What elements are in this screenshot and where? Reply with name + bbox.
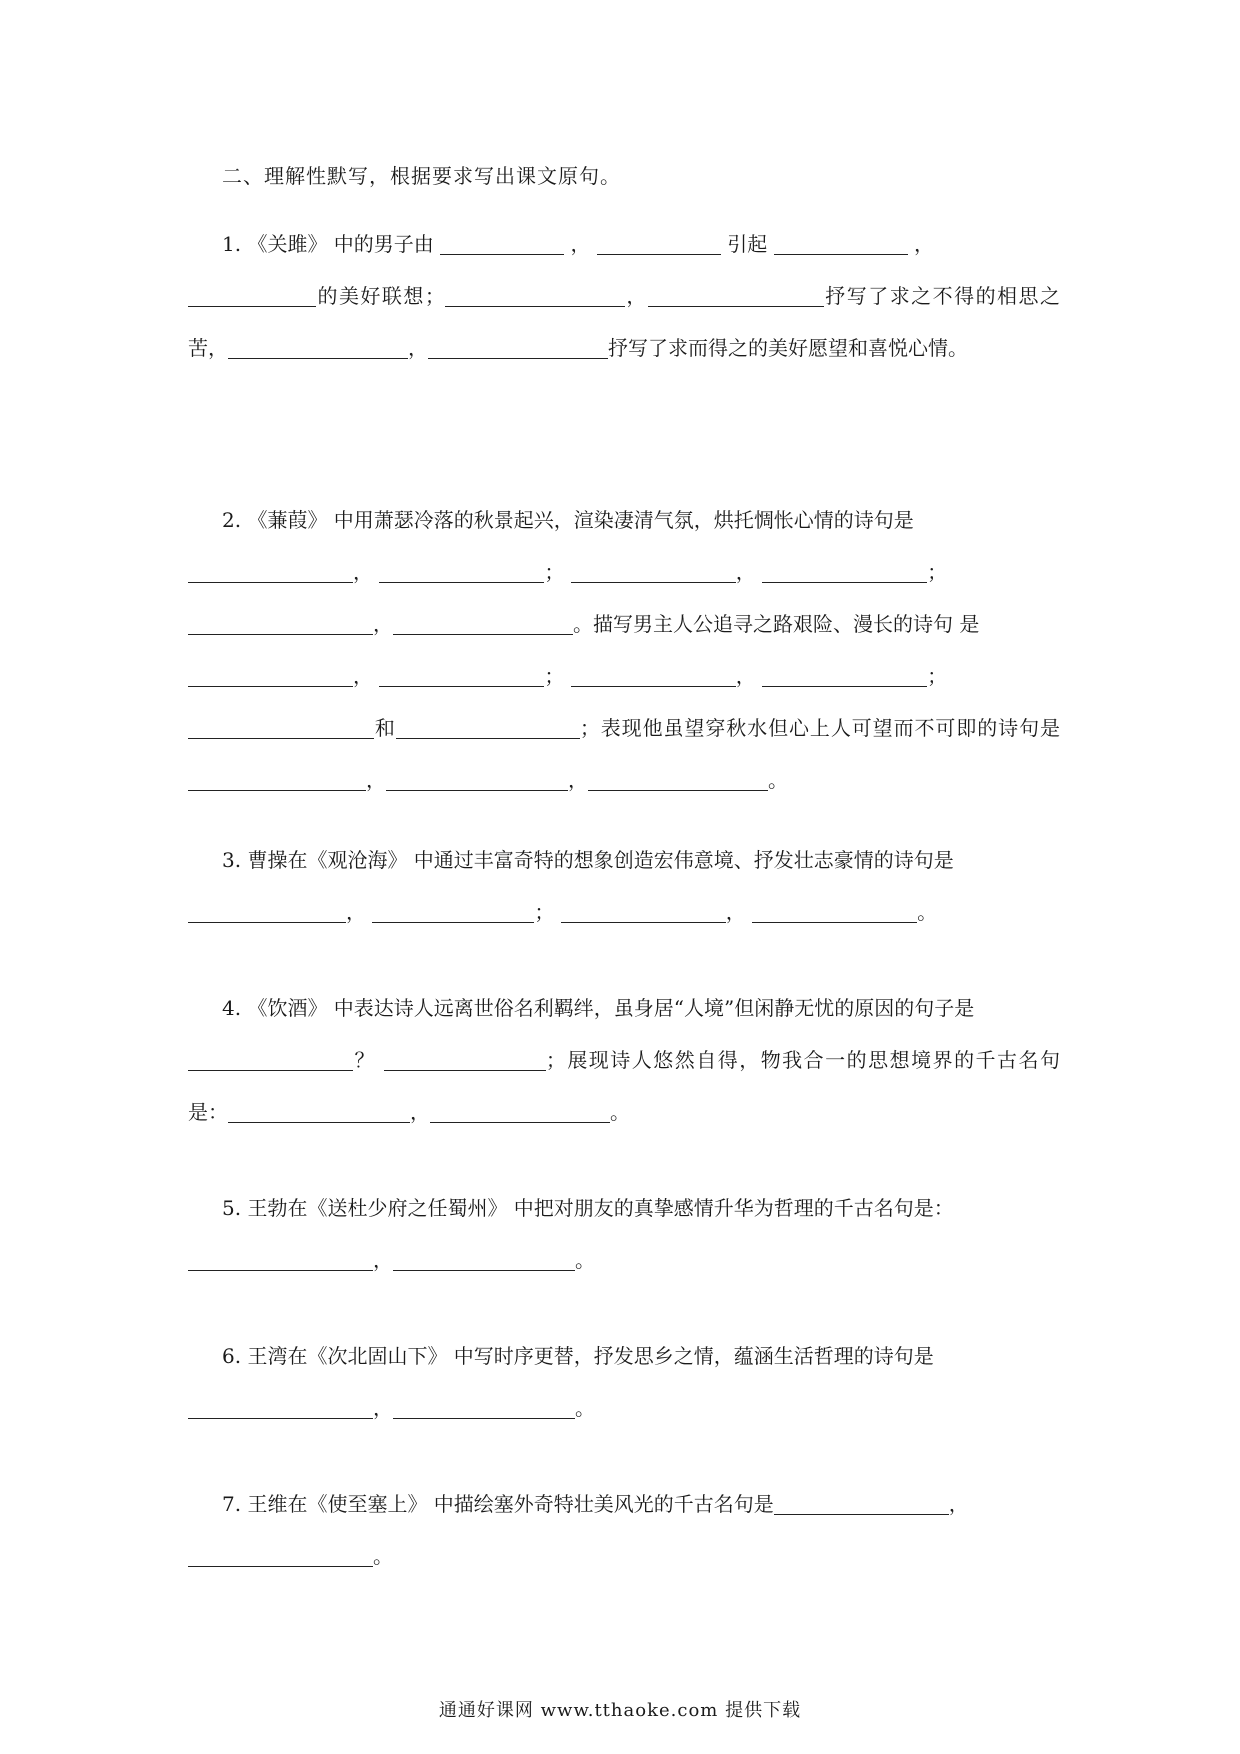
q2-text-6: ， — [373, 612, 393, 636]
answer-blank[interactable] — [188, 612, 373, 635]
q2-text-12: 和 — [374, 716, 396, 740]
q7-text-2: ， — [948, 1492, 969, 1516]
answer-blank[interactable] — [188, 664, 353, 687]
q1-text-9: 抒写了求而得之的美好愿望和喜悦心情。 — [608, 336, 968, 360]
answer-blank[interactable] — [188, 560, 353, 583]
answer-blank[interactable] — [571, 664, 736, 687]
question-6 — [188, 1330, 1060, 1434]
answer-blank[interactable] — [384, 1048, 546, 1071]
q1-text-2: ， — [570, 232, 591, 256]
answer-blank[interactable] — [188, 1248, 373, 1271]
question-5 — [188, 1182, 1060, 1286]
q2-text-1: 2. 《蒹葭》 中用萧瑟冷落的秋景起兴，渲染凄清气氛，烘托惆怅心情的诗句是 — [222, 508, 914, 532]
answer-blank[interactable] — [188, 1048, 353, 1071]
answer-blank[interactable] — [762, 664, 927, 687]
answer-blank[interactable] — [428, 336, 608, 359]
q4-text-5: 。 — [610, 1100, 630, 1124]
answer-blank[interactable] — [372, 900, 534, 923]
answer-blank[interactable] — [379, 664, 544, 687]
answer-blank[interactable] — [588, 768, 768, 791]
q7-text-1: 7. 王维在《使至塞上》 中描绘塞外奇特壮美风光的千古名句是 — [222, 1492, 774, 1516]
q5-text-3: 。 — [575, 1248, 595, 1272]
answer-blank[interactable] — [774, 1492, 949, 1515]
q6-text-1: 6. 王湾在《次北固山下》 中写时序更替，抒发思乡之情，蕴涵生活哲理的诗句是 — [222, 1344, 934, 1368]
section-title: 二、理解性默写，根据要求写出课文原句。 — [222, 164, 621, 188]
q5-text-2: ， — [373, 1248, 393, 1272]
answer-blank[interactable] — [762, 560, 927, 583]
q1-text-5: 的美好联想； — [316, 284, 445, 308]
q2-text-7: 。描写男主人公追寻之路艰险、漫长的诗句 是 — [573, 612, 980, 636]
q3-text-4: ， — [725, 900, 746, 924]
q2-text-5: ； — [927, 560, 948, 584]
q1-text-7: 抒写了求之不得的相思之苦， — [188, 284, 1061, 360]
q2-text-11: ； — [927, 664, 948, 688]
question-7 — [188, 1478, 1060, 1582]
answer-blank[interactable] — [597, 232, 721, 255]
answer-blank[interactable] — [393, 612, 573, 635]
answer-blank[interactable] — [188, 284, 316, 307]
q5-text-1: 5. 王勃在《送杜少府之任蜀州》 中把对朋友的真挚感情升华为哲理的千古名句是： — [222, 1196, 954, 1220]
answer-blank[interactable] — [188, 716, 374, 739]
answer-blank[interactable] — [228, 336, 408, 359]
q2-text-8: ， — [353, 664, 373, 688]
q1-text-6: ， — [624, 284, 648, 308]
q6-text-3: 。 — [575, 1396, 595, 1420]
q3-text-5: 。 — [917, 900, 938, 924]
answer-blank[interactable] — [774, 232, 908, 255]
q4-text-4: ， — [410, 1100, 430, 1124]
q4-text-2: ？ — [353, 1048, 376, 1072]
answer-blank[interactable] — [188, 900, 346, 923]
answer-blank[interactable] — [386, 768, 568, 791]
q2-text-14: ， — [366, 768, 386, 792]
q4-text-1: 4. 《饮酒》 中表达诗人远离世俗名利羁绊，虽身居“人境”但闲静无忧的原因的句子是 — [222, 996, 975, 1020]
answer-blank[interactable] — [393, 1248, 575, 1271]
q2-text-16: 。 — [768, 768, 788, 792]
q2-text-10: ， — [735, 664, 756, 688]
answer-blank[interactable] — [648, 284, 824, 307]
page-footer: 通通好课网 www.tthaoke.com 提供下载 — [438, 1700, 802, 1721]
answer-blank[interactable] — [396, 716, 580, 739]
q1-text-3: 引起 — [727, 232, 768, 256]
q2-text-3: ； — [544, 560, 565, 584]
q2-text-2: ， — [353, 560, 373, 584]
q4-text-3: ；展现诗人悠然自得，物我合一的思想境界的千古名句是： — [188, 1048, 1061, 1124]
answer-blank[interactable] — [188, 768, 366, 791]
answer-blank[interactable] — [393, 1396, 575, 1419]
q2-text-9: ； — [544, 664, 565, 688]
q2-text-4: ， — [735, 560, 756, 584]
answer-blank[interactable] — [188, 1396, 373, 1419]
answer-blank[interactable] — [571, 560, 736, 583]
q2-text-15: ， — [568, 768, 588, 792]
answer-blank[interactable] — [561, 900, 726, 923]
answer-blank[interactable] — [440, 232, 564, 255]
answer-blank[interactable] — [188, 1544, 373, 1567]
question-4 — [188, 982, 1060, 1138]
answer-blank[interactable] — [445, 284, 625, 307]
q3-text-2: ， — [346, 900, 366, 924]
answer-blank[interactable] — [228, 1100, 410, 1123]
answer-blank[interactable] — [752, 900, 917, 923]
answer-blank[interactable] — [430, 1100, 610, 1123]
q1-text-1: 1. 《关雎》 中的男子由 — [222, 232, 434, 256]
q3-text-1: 3. 曹操在《观沧海》 中通过丰富奇特的想象创造宏伟意境、抒发壮志豪情的诗句是 — [222, 848, 954, 872]
question-3 — [188, 834, 1060, 938]
answer-blank[interactable] — [379, 560, 544, 583]
q1-text-4: ， — [913, 232, 934, 256]
question-2 — [188, 494, 1060, 806]
q1-text-8: ， — [408, 336, 428, 360]
q3-text-3: ； — [534, 900, 555, 924]
q2-text-13: ；表现他虽望穿秋水但心上人可望而不可即的诗句是 — [579, 716, 1061, 740]
q7-text-3: 。 — [373, 1544, 393, 1568]
question-1 — [188, 218, 1060, 374]
q6-text-2: ， — [373, 1396, 393, 1420]
